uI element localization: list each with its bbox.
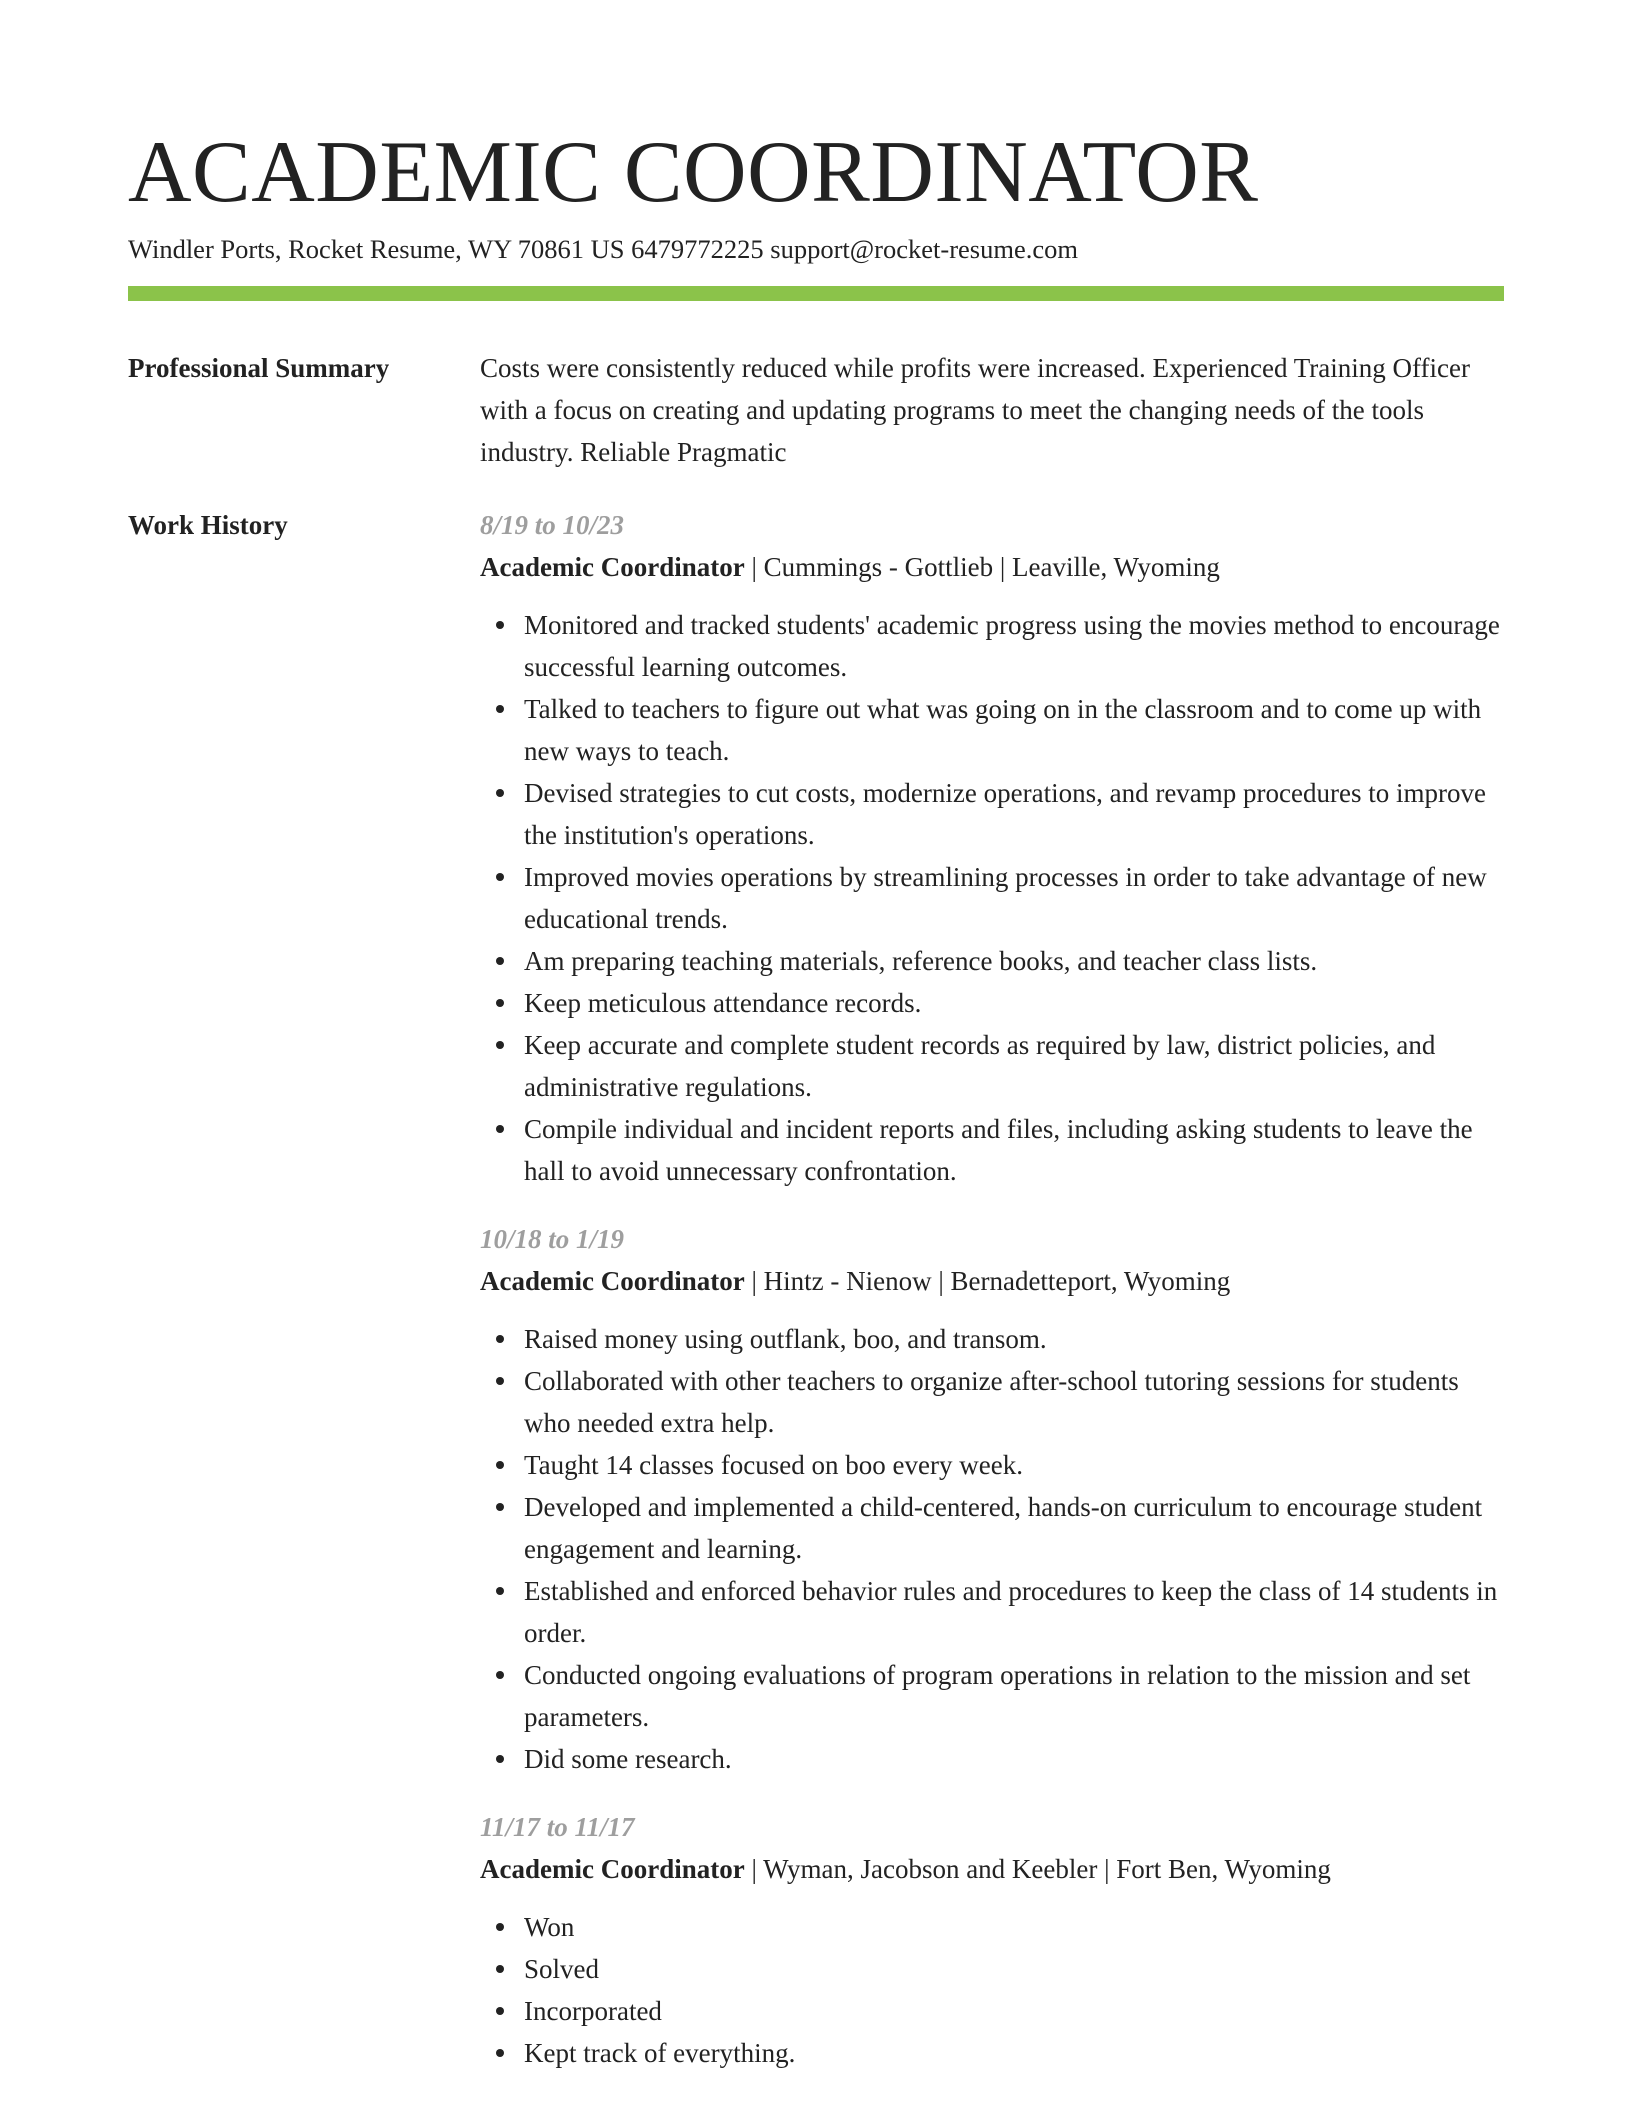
job-entry xyxy=(480,1218,1504,1780)
job-bullet-text: Keep meticulous attendance records. xyxy=(524,988,922,1018)
summary-label: Professional Summary xyxy=(128,353,390,383)
job-bullet-item xyxy=(524,982,1504,1024)
job-title: Academic Coordinator xyxy=(480,552,745,582)
job-heading xyxy=(480,1260,1504,1302)
job-bullet-item xyxy=(524,688,1504,772)
job-bullet-text: Improved movies operations by streamlining processes in order to take advantage of new educational trends. xyxy=(524,862,1487,934)
resume-title: ACADEMIC COORDINATOR xyxy=(128,124,1259,221)
bullet-dot-icon xyxy=(496,1671,504,1679)
job-employer-location: | Wyman, Jacobson and Keebler | Fort Ben, Wyoming xyxy=(744,1854,1331,1884)
job-bullet-text: Incorporated xyxy=(524,1996,662,2026)
job-bullet-text: Collaborated with other teachers to organize after-school tutoring sessions for students who needed extra help. xyxy=(524,1366,1459,1438)
job-bullet-text: Compile individual and incident reports and files, including asking students to leave the hall to avoid unnecessary confrontation. xyxy=(524,1114,1473,1186)
job-bullet-item xyxy=(524,1444,1504,1486)
job-bullet-text: Won xyxy=(524,1912,575,1942)
bullet-dot-icon xyxy=(496,1377,504,1385)
bullet-dot-icon xyxy=(496,1125,504,1133)
job-bullet-item xyxy=(524,1738,1504,1780)
job-bullet-item xyxy=(524,1948,1504,1990)
job-title: Academic Coordinator xyxy=(480,1854,745,1884)
job-bullet-text: Kept track of everything. xyxy=(524,2038,796,2068)
bullet-dot-icon xyxy=(496,873,504,881)
job-bullet-list xyxy=(480,1906,1504,2074)
bullet-dot-icon xyxy=(496,1461,504,1469)
bullet-dot-icon xyxy=(496,1041,504,1049)
job-bullet-text: Conducted ongoing evaluations of program operations in relation to the mission and set parameters. xyxy=(524,1660,1471,1732)
job-bullet-item xyxy=(524,1990,1504,2032)
job-bullet-item xyxy=(524,940,1504,982)
job-bullet-item xyxy=(524,772,1504,856)
job-bullet-item xyxy=(524,1318,1504,1360)
bullet-dot-icon xyxy=(496,1587,504,1595)
job-dates: 8/19 to 10/23 xyxy=(480,510,625,540)
job-bullet-item xyxy=(524,856,1504,940)
job-heading xyxy=(480,546,1504,588)
job-heading xyxy=(480,1848,1504,1890)
work-history-label: Work History xyxy=(128,510,288,540)
bullet-dot-icon xyxy=(496,2007,504,2015)
job-bullet-text: Am preparing teaching materials, reference books, and teacher class lists. xyxy=(524,946,1318,976)
bullet-dot-icon xyxy=(496,1965,504,1973)
job-bullet-text: Established and enforced behavior rules and procedures to keep the class of 14 students in order. xyxy=(524,1576,1498,1648)
bullet-dot-icon xyxy=(496,789,504,797)
job-bullet-text: Developed and implemented a child-centered, hands-on curriculum to encourage student engagement and learning. xyxy=(524,1492,1483,1564)
bullet-dot-icon xyxy=(496,1503,504,1511)
bullet-dot-icon xyxy=(496,1335,504,1343)
job-bullet-text: Talked to teachers to figure out what was going on in the classroom and to come up with new ways to teach. xyxy=(524,694,1482,766)
bullet-dot-icon xyxy=(496,957,504,965)
bullet-dot-icon xyxy=(496,1923,504,1931)
job-bullet-text: Devised strategies to cut costs, modernize operations, and revamp procedures to improve the institution's operations. xyxy=(524,778,1486,850)
job-bullet-item xyxy=(524,1486,1504,1570)
job-bullet-text: Solved xyxy=(524,1954,600,1984)
summary-body xyxy=(480,347,1504,473)
header-divider xyxy=(128,286,1504,301)
job-bullet-item xyxy=(524,2032,1504,2074)
bullet-dot-icon xyxy=(496,999,504,1007)
job-entry xyxy=(480,1806,1504,2074)
bullet-dot-icon xyxy=(496,705,504,713)
job-dates: 10/18 to 1/19 xyxy=(480,1224,625,1254)
work-history-body xyxy=(480,504,1504,2100)
bullet-dot-icon xyxy=(496,621,504,629)
job-employer-location: | Cummings - Gottlieb | Leaville, Wyoming xyxy=(744,552,1220,582)
bullet-dot-icon xyxy=(496,1755,504,1763)
summary-text: Costs were consistently reduced while profits were increased. Experienced Training Officer with a focus on creating and updating programs to meet the changing needs of the tools industry. Reliable Pragmatic xyxy=(480,353,1470,467)
job-bullet-item xyxy=(524,1906,1504,1948)
job-entry xyxy=(480,504,1504,1192)
job-bullet-item xyxy=(524,1654,1504,1738)
job-bullet-text: Did some research. xyxy=(524,1744,732,1774)
job-title: Academic Coordinator xyxy=(480,1266,745,1296)
bullet-dot-icon xyxy=(496,2049,504,2057)
job-bullet-text: Raised money using outflank, boo, and transom. xyxy=(524,1324,1047,1354)
job-bullet-text: Taught 14 classes focused on boo every week. xyxy=(524,1450,1023,1480)
job-bullet-item xyxy=(524,1360,1504,1444)
contact-line: Windler Ports, Rocket Resume, WY 70861 US 6479772225 support@rocket-resume.com xyxy=(128,234,1078,264)
job-dates: 11/17 to 11/17 xyxy=(480,1812,635,1842)
job-bullet-list xyxy=(480,1318,1504,1780)
job-bullet-list xyxy=(480,604,1504,1192)
job-employer-location: | Hintz - Nienow | Bernadetteport, Wyoming xyxy=(744,1266,1231,1296)
job-bullet-item xyxy=(524,1024,1504,1108)
job-bullet-text: Keep accurate and complete student records as required by law, district policies, and administrative regulations. xyxy=(524,1030,1436,1102)
job-bullet-item xyxy=(524,1108,1504,1192)
job-bullet-text: Monitored and tracked students' academic progress using the movies method to encourage successful learning outcomes. xyxy=(524,610,1500,682)
job-bullet-item xyxy=(524,604,1504,688)
job-bullet-item xyxy=(524,1570,1504,1654)
